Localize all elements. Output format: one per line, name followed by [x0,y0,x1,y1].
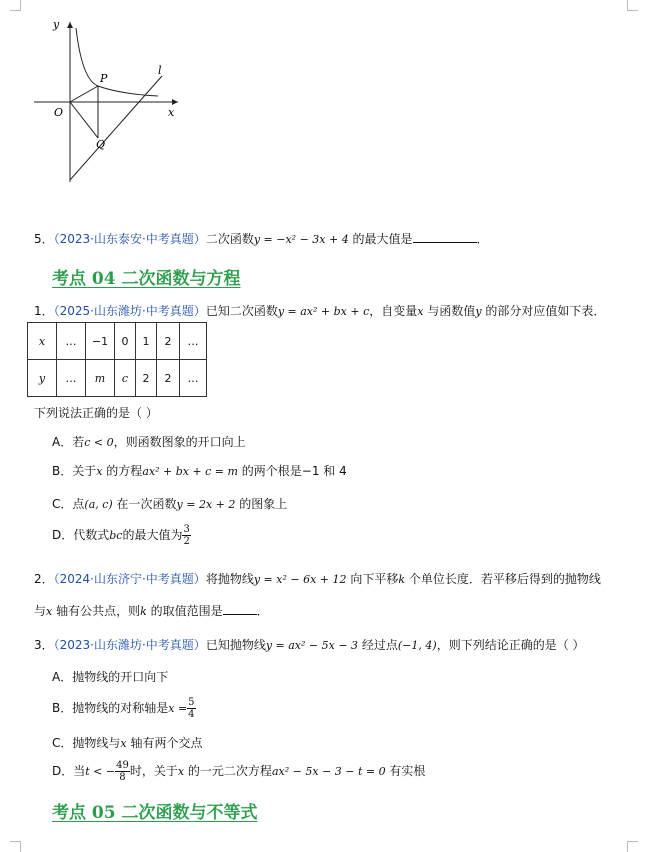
point-q-label: Q [96,138,106,151]
formula: y = ax² + bx + c [277,305,370,318]
option-b[interactable] [52,697,196,720]
table-cell: … [57,323,86,360]
option-label: C． [52,736,73,750]
option-text: 在一次函数 [116,497,177,511]
question-text: 与函数值 [427,304,476,318]
question-text: 已知抛物线 [205,638,266,652]
formula: x = [168,702,188,715]
option-text: 的方程 [106,464,143,478]
option-text: 点 [72,497,85,511]
variable-x: x [96,465,103,478]
option-text: 的图象上 [239,497,288,511]
option-label: B． [52,464,73,478]
question-text: 已知二次函数 [205,304,278,318]
table-cell: … [180,323,207,360]
variable-x: x [417,305,424,318]
problem-2-line-2 [34,602,269,619]
option-label: D． [52,528,74,542]
option-label: C． [52,497,73,511]
formula: y = ax² − 5x − 3 [265,639,359,652]
y-axis-label: y [53,18,60,31]
option-a[interactable] [52,433,246,450]
problem-2-line-1 [34,570,601,587]
option-d[interactable] [52,524,191,547]
question-text: 将抛物线 [205,572,254,586]
option-text: 时，关于 [129,764,178,778]
option-text: 的最大值为 [122,528,183,542]
segment-op [70,86,98,102]
option-text: 关于 [72,464,97,478]
option-text: 代数式 [73,528,110,542]
formula: ax² − 5x − 3 − t = 0 [271,765,386,778]
table-row [28,360,207,397]
question-5 [34,230,489,247]
table-cell: 2 [157,323,180,360]
corner-mark [627,0,638,11]
problem-3-stem [34,636,585,653]
variable-k: k [140,605,147,618]
question-end: ． [476,232,489,246]
question-number: 2． [34,572,54,586]
line-l [70,76,162,180]
answer-blank[interactable] [223,602,257,615]
formula: bc [109,529,123,542]
formula: ax² + bx + c = m [142,465,238,478]
question-text: 经过点 [361,638,398,652]
question-text: 二次函数 [205,232,254,246]
option-text: 轴有两个交点 [130,736,203,750]
question-number: 1． [34,304,54,318]
section-heading-05: 考点 05 二次函数与不等式 [52,803,258,823]
line-l-label: l [158,64,162,77]
question-text: 与 [34,604,47,618]
option-text: 有实根 [389,764,426,778]
table-cell: 1 [136,323,157,360]
option-text: ，则函数图象的开口向上 [113,435,246,449]
fraction [187,697,195,720]
formula: t < − [85,765,116,778]
question-text: ，自变量 [369,304,418,318]
table-cell: 2 [157,360,180,397]
fraction-denominator: 2 [183,536,190,547]
option-text: 抛物线与 [72,736,121,750]
table-cell: −1 [86,323,115,360]
problem-1-question: 下列说法正确的是（ ） [34,406,158,420]
table-row [28,323,207,360]
question-source: （2024·山东济宁·中考真题） [53,572,206,586]
option-text: 若 [72,435,85,449]
option-d[interactable] [52,760,425,783]
table-cell: x [28,323,57,360]
table-cell: c [115,360,136,397]
variable-x: x [120,737,127,750]
variable-x: x [46,605,53,618]
fraction [115,760,130,783]
question-text: ，则下列结论正确的是（ ） [436,638,585,652]
question-text: 向下平移 [350,572,399,586]
question-text: 的最大值是 [352,232,413,246]
hyperbola-curve [76,28,158,96]
option-text: 抛物线的对称轴是 [72,701,169,715]
option-text: 当 [73,764,86,778]
option-label: B． [52,701,73,715]
formula: y = 2x + 2 [176,498,236,511]
option-text: 的一元二次方程 [187,764,272,778]
question-text: 的部分对应值如下表． [485,304,606,318]
option-text: 抛物线的开口向下 [72,670,169,684]
question-text: 个单位长度．若平移后得到的抛物线 [408,572,601,586]
table-cell: y [28,360,57,397]
option-b[interactable] [52,462,347,479]
option-label: D． [52,764,74,778]
table-cell: m [86,360,115,397]
x-axis-label: x [168,106,175,119]
formula: c < 0 [84,436,114,449]
table-cell: … [180,360,207,397]
fraction-denominator: 8 [119,772,126,783]
fraction-numerator: 3 [183,524,190,535]
fraction-numerator: 49 [116,760,129,771]
question-source: （2023·山东泰安·中考真题） [53,232,206,246]
question-number: 5． [34,232,54,246]
option-a[interactable] [52,668,168,685]
point-p-label: P [100,72,108,85]
option-text: 的两个根是−1 和 4 [241,464,347,478]
option-c[interactable] [52,495,287,512]
section-heading-04: 考点 04 二次函数与方程 [52,269,241,289]
value-table [27,322,207,397]
corner-mark [10,0,21,11]
fraction-denominator: 4 [188,709,195,720]
option-label: A． [52,670,73,684]
option-label: A． [52,435,73,449]
question-source: （2025·山东潍坊·中考真题） [53,304,206,318]
table-cell: 0 [115,323,136,360]
formula: y = x² − 6x + 12 [253,573,347,586]
table-cell: 2 [136,360,157,397]
problem-1-stem [34,302,605,319]
corner-mark [627,841,638,852]
option-c[interactable] [52,734,202,751]
table-cell: … [57,360,86,397]
question-source: （2023·山东潍坊·中考真题） [53,638,206,652]
variable-k: k [398,573,406,586]
question-end: ． [256,604,269,618]
formula: (a, c) [84,498,113,511]
question-text: 轴有公共点，则 [56,604,141,618]
fraction-numerator: 5 [188,697,195,708]
formula: y = −x² − 3x + 4 [253,233,349,246]
variable-y: y [475,305,482,318]
formula: (−1, 4) [397,639,437,652]
segment-oq [70,102,98,138]
corner-mark [10,841,21,852]
question-number: 3． [34,638,54,652]
function-graph [30,10,190,190]
fraction [182,524,190,547]
answer-blank[interactable] [413,230,477,243]
origin-label: O [54,106,64,119]
variable-x: x [177,765,185,778]
question-text: 的取值范围是 [150,604,223,618]
